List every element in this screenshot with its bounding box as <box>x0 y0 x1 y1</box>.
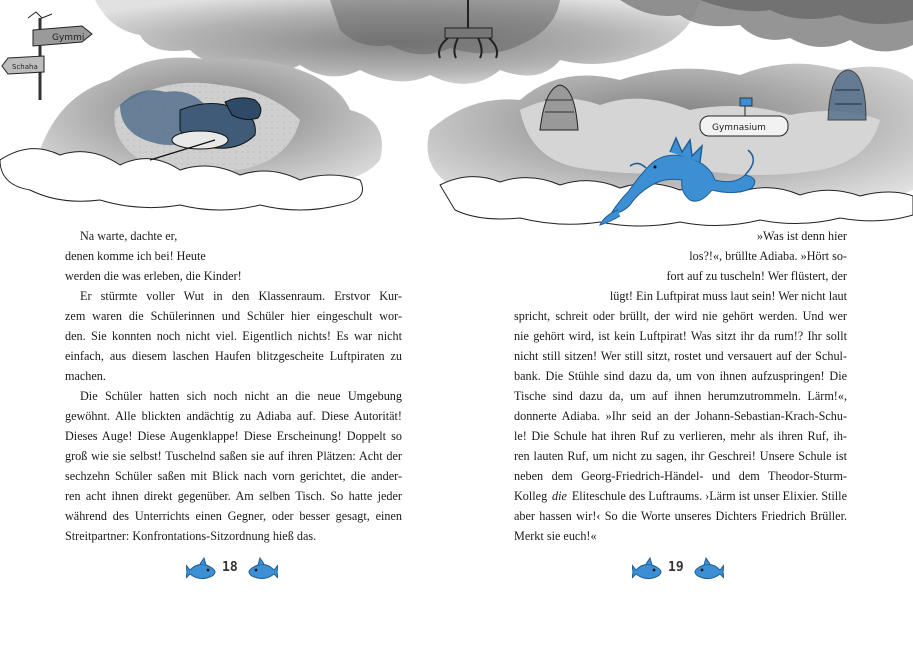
text-line: werden die was erleben, die Kinder! <box>65 269 242 283</box>
text-line: zem waren die Schülerinnen und Schüler hier eingeschult wor- <box>65 309 402 323</box>
text-line: ren lauten Ruf, um nicht zu sagen, ihr Geschrei! Unsere Schule ist <box>514 449 847 463</box>
text-line: gewöhnt. Alle blickten andächtig zu Adiaba auf. Diese Autorität! <box>65 409 402 423</box>
text-line: sechzehn Schüler saßen mit Blick nach vorn gerichtet, die ander- <box>65 469 402 483</box>
text-line: le! Die Schule hat ihren Ruf zu verlieren, mehr als ihren Ruf, ih- <box>514 429 847 443</box>
text-line: den. Sie konnten noch nicht viel. Eigentlich nichts! Es war nicht <box>65 329 402 343</box>
text-line: bank. Die Stühle sind dazu da, um von ihnen aufzuspringen! Die <box>514 369 847 383</box>
text-line: nie gehört wird, ist kein Luftpirat! Was sitzt ihr da rum!? Ihr sollt <box>514 329 847 343</box>
text-line: ren acht ihnen direkt gegenüber. Am selben Tisch. So hatte jeder <box>65 489 402 503</box>
text-line: einfach, aus diesem laschen Haufen blitzgescheite Luftpiraten zu <box>65 349 402 363</box>
text-line: machen. <box>65 369 106 383</box>
text-line: groß wie sie selbst! Tuschelnd saßen sie auf ihren Plätzen: Acht der <box>65 449 402 463</box>
text-line: denen komme ich bei! Heute <box>65 249 206 263</box>
text-line: aber hassen wir!‹ So die Worte unseres Dichters Friedrich Brüller. <box>514 509 847 523</box>
left-page <box>0 0 456 648</box>
gymnasium-sign-label: Gymnasium <box>712 123 766 133</box>
signpost-top-label: Gymmi <box>52 33 85 43</box>
right-page <box>456 0 913 648</box>
text-line: Die Schüler hatten sich noch nicht an die neue Umgebung <box>80 389 402 403</box>
text-segment: Eliteschule des Luftraums. ›Lärm ist unser Elixier. Stille <box>571 489 847 503</box>
fish-ornament-icon <box>690 556 724 586</box>
page-number: 18 <box>222 560 238 575</box>
text-segment: Kolleg <box>514 489 548 503</box>
text-line: Merkt sie euch!« <box>514 529 597 543</box>
text-line-mixed <box>514 486 847 506</box>
text-line: lügt! Ein Luftpirat muss laut sein! Wer nicht laut <box>609 289 847 303</box>
signpost-bottom-label: Schaha <box>12 63 38 71</box>
text-line: Streitpartner: Konfrontations-Sitzordnung hieß das. <box>65 529 317 543</box>
text-line: »Was ist denn hier <box>756 229 847 243</box>
fish-ornament-icon <box>632 556 666 586</box>
text-line: spricht, schreit oder brüllt, der wird nie gehört werden. Und wer <box>514 309 847 323</box>
page-number: 19 <box>668 560 684 575</box>
text-line: los?!«, brüllte Adiaba. »Hört so- <box>689 249 847 263</box>
fish-ornament-icon <box>244 556 278 586</box>
text-line: fort auf zu tuscheln! Wer flüstert, der <box>666 269 847 283</box>
emphasis-word: die <box>552 489 567 503</box>
text-line: donnerte Adiaba. »Ihr seid an der Johann-Sebastian-Krach-Schu- <box>514 409 847 423</box>
text-line: während des Unterrichts einen Gegner, oder besser gesagt, einen <box>65 509 402 523</box>
text-line: Na warte, dachte er, <box>80 229 178 243</box>
text-line: nicht still sitzen! Wer still sitzt, rostet und versauert auf der Schul- <box>514 349 847 363</box>
text-line: Dieses Auge! Diese Augenklappe! Diese Erscheinung! Doppelt so <box>65 429 402 443</box>
text-line: Er stürmte voller Wut in den Klassenraum. Erstvor Kur- <box>80 289 402 303</box>
text-line: Tische sind dazu da, um auf ihnen herumzutrommeln. Lärm!«, <box>514 389 847 403</box>
fish-ornament-icon <box>186 556 220 586</box>
text-line: neben dem Georg-Friedrich-Händel- und dem Theodor-Sturm- <box>514 469 847 483</box>
